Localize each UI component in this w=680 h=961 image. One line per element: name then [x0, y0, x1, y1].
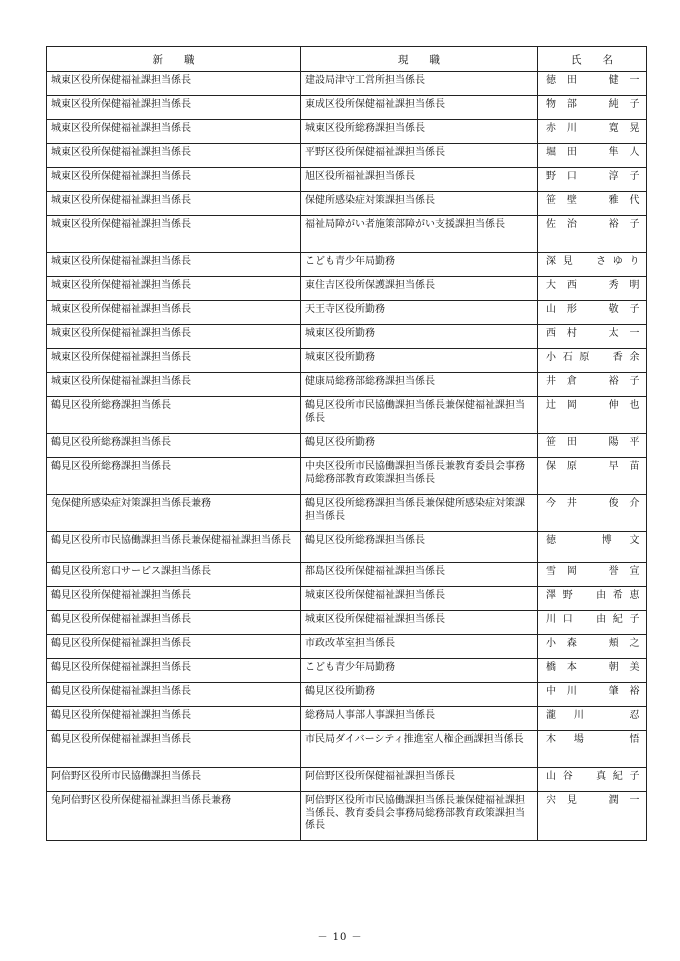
cell-name [538, 731, 647, 768]
cell-current-post-text: 天王寺区役所勤務 [305, 304, 385, 315]
cell-current-post [301, 587, 538, 611]
cell-new-post-text: 城東区役所保健福祉課担当係長 [51, 75, 191, 86]
cell-new-post-text: 鶴見区役所窓口サービス課担当係長 [51, 566, 211, 577]
table-body [47, 72, 647, 841]
cell-name-text: 深見 さゆり [546, 256, 640, 267]
cell-name-text: 山形 敬子 [546, 304, 640, 315]
cell-current-post-text: 東住吉区役所保護課担当係長 [305, 280, 435, 291]
cell-new-post [47, 72, 301, 96]
cell-new-post-text: 鶴見区役所総務課担当係長 [51, 461, 171, 472]
table-row [47, 635, 647, 659]
table-row [47, 192, 647, 216]
cell-name [538, 168, 647, 192]
cell-new-post [47, 683, 301, 707]
table-row [47, 587, 647, 611]
cell-new-post-text: 阿倍野区役所市民協働課担当係長 [51, 771, 201, 782]
cell-name-text: 佐治 裕子 [546, 219, 640, 230]
cell-new-post [47, 168, 301, 192]
table-row [47, 434, 647, 458]
cell-name-text: 今井 俊介 [546, 498, 640, 509]
table-row [47, 563, 647, 587]
cell-current-post [301, 563, 538, 587]
cell-name [538, 120, 647, 144]
table-row [47, 611, 647, 635]
cell-name-text: 橋本 朝美 [546, 662, 640, 673]
cell-name [538, 253, 647, 277]
personnel-table-sheet [46, 46, 646, 841]
cell-name-text: 笹壁 雅代 [546, 195, 640, 206]
cell-name-text: 宍見 潤一 [546, 795, 640, 806]
cell-name-text: 小石原 香余 [546, 352, 640, 363]
cell-name-text: 小森 頬之 [546, 638, 640, 649]
cell-current-post-text: 市民局ダイバーシティ推進室人権企画課担当係長 [305, 734, 524, 745]
cell-current-post-text: 鶴見区役所市民協働課担当係長兼保健福祉課担当係長 [305, 400, 525, 424]
table-row [47, 120, 647, 144]
cell-current-post-text: 建設局津守工営所担当係長 [305, 75, 425, 86]
cell-current-post [301, 349, 538, 373]
cell-current-post [301, 72, 538, 96]
cell-current-post [301, 325, 538, 349]
cell-new-post-text: 城東区役所保健福祉課担当係長 [51, 147, 191, 158]
cell-current-post-text: 市政改革室担当係長 [305, 638, 395, 649]
cell-current-post [301, 495, 538, 532]
cell-current-post [301, 216, 538, 253]
table-row [47, 168, 647, 192]
cell-current-post [301, 792, 538, 841]
cell-current-post [301, 397, 538, 434]
cell-name [538, 301, 647, 325]
cell-current-post [301, 458, 538, 495]
table-row [47, 325, 647, 349]
cell-current-post-text: 福祉局障がい者施策部障がい支援課担当係長 [305, 219, 505, 230]
table-row [47, 731, 647, 768]
table-row [47, 216, 647, 253]
cell-new-post [47, 563, 301, 587]
cell-new-post [47, 659, 301, 683]
cell-new-post [47, 349, 301, 373]
table-row [47, 495, 647, 532]
table-row [47, 397, 647, 434]
cell-name-text: 川口 由紀子 [546, 614, 640, 625]
table-row [47, 72, 647, 96]
cell-name-text: 大西 秀明 [546, 280, 640, 291]
cell-new-post-text: 城東区役所保健福祉課担当係長 [51, 195, 191, 206]
cell-new-post-text: 鶴見区役所総務課担当係長 [51, 400, 171, 411]
table-row [47, 277, 647, 301]
table-row [47, 144, 647, 168]
cell-current-post [301, 532, 538, 563]
cell-current-post-text: こども青少年局勤務 [305, 662, 395, 673]
cell-new-post [47, 792, 301, 841]
cell-new-post-text: 城東区役所保健福祉課担当係長 [51, 171, 191, 182]
cell-current-post [301, 635, 538, 659]
cell-name-text: 西村 太一 [546, 328, 640, 339]
cell-new-post [47, 532, 301, 563]
cell-new-post [47, 397, 301, 434]
cell-new-post [47, 768, 301, 792]
table-row [47, 683, 647, 707]
table-row [47, 349, 647, 373]
cell-current-post [301, 168, 538, 192]
cell-current-post-text: 東成区役所保健福祉課担当係長 [305, 99, 445, 110]
cell-new-post-text: 城東区役所保健福祉課担当係長 [51, 304, 191, 315]
cell-name-text: 保原 早苗 [546, 461, 640, 472]
cell-name-text: 木場 悟 [546, 734, 640, 745]
cell-new-post [47, 373, 301, 397]
cell-name [538, 635, 647, 659]
table-row [47, 253, 647, 277]
cell-name [538, 659, 647, 683]
cell-current-post-text: 保健所感染症対策課担当係長 [305, 195, 435, 206]
cell-current-post [301, 120, 538, 144]
header-name: 氏 名 [538, 47, 647, 72]
table-row [47, 373, 647, 397]
cell-new-post-text: 鶴見区役所保健福祉課担当係長 [51, 614, 191, 625]
cell-current-post-text: 城東区役所保健福祉課担当係長 [305, 614, 445, 625]
cell-new-post [47, 96, 301, 120]
cell-new-post [47, 434, 301, 458]
cell-current-post-text: 鶴見区役所勤務 [305, 686, 375, 697]
cell-name [538, 192, 647, 216]
header-new-post: 新 職 [47, 47, 301, 72]
cell-name [538, 683, 647, 707]
cell-name-text: 赤川 寛晃 [546, 123, 640, 134]
cell-name [538, 563, 647, 587]
cell-current-post-text: 阿倍野区役所保健福祉課担当係長 [305, 771, 455, 782]
cell-current-post-text: 健康局総務部総務課担当係長 [305, 376, 435, 387]
cell-current-post-text: 鶴見区役所総務課担当係長兼保健所感染症対策課担当係長 [305, 498, 525, 522]
cell-new-post-text: 鶴見区役所保健福祉課担当係長 [51, 686, 191, 697]
cell-new-post-text: 城東区役所保健福祉課担当係長 [51, 219, 191, 230]
cell-current-post [301, 96, 538, 120]
table-row [47, 532, 647, 563]
cell-name-text: 野口 淳子 [546, 171, 640, 182]
cell-current-post-text: 城東区役所保健福祉課担当係長 [305, 590, 445, 601]
cell-new-post [47, 120, 301, 144]
cell-current-post-text: 平野区役所保健福祉課担当係長 [305, 147, 445, 158]
cell-new-post-text: 城東区役所保健福祉課担当係長 [51, 352, 191, 363]
cell-current-post-text: 城東区役所勤務 [305, 328, 375, 339]
cell-name [538, 144, 647, 168]
cell-current-post [301, 253, 538, 277]
cell-new-post [47, 707, 301, 731]
cell-new-post [47, 216, 301, 253]
cell-name [538, 495, 647, 532]
cell-new-post-text: 鶴見区役所保健福祉課担当係長 [51, 710, 191, 721]
cell-current-post [301, 192, 538, 216]
cell-current-post-text: 総務局人事部人事課担当係長 [305, 710, 435, 721]
cell-name [538, 792, 647, 841]
cell-current-post [301, 144, 538, 168]
cell-current-post [301, 731, 538, 768]
cell-name-text: 澤野 由希恵 [546, 590, 640, 601]
cell-new-post-text: 城東区役所保健福祉課担当係長 [51, 328, 191, 339]
cell-new-post [47, 611, 301, 635]
cell-new-post-text: 鶴見区役所保健福祉課担当係長 [51, 638, 191, 649]
cell-current-post-text: 鶴見区役所勤務 [305, 437, 375, 448]
cell-new-post [47, 587, 301, 611]
table-row [47, 458, 647, 495]
cell-name [538, 434, 647, 458]
cell-new-post [47, 301, 301, 325]
cell-current-post [301, 277, 538, 301]
cell-name-text: 辻岡 伸也 [546, 400, 640, 411]
cell-name [538, 325, 647, 349]
cell-name-text: 堀田 隼人 [546, 147, 640, 158]
cell-current-post [301, 683, 538, 707]
cell-current-post [301, 707, 538, 731]
page-number: － 10 － [317, 932, 363, 943]
table-row [47, 659, 647, 683]
cell-new-post-text: 兔阿倍野区役所保健福祉課担当係長兼務 [51, 795, 231, 806]
cell-new-post-text: 城東区役所保健福祉課担当係長 [51, 280, 191, 291]
cell-name [538, 96, 647, 120]
cell-current-post-text: 都島区役所保健福祉課担当係長 [305, 566, 445, 577]
cell-name-text: 山谷 真紀子 [546, 771, 640, 782]
cell-current-post-text: 城東区役所総務課担当係長 [305, 123, 425, 134]
cell-name [538, 532, 647, 563]
cell-name-text: 瀧川 忍 [546, 710, 640, 721]
cell-name-text: 笹田 陽平 [546, 437, 640, 448]
table-row [47, 707, 647, 731]
cell-new-post-text: 鶴見区役所市民協働課担当係長兼保健福祉課担当係長 [51, 535, 291, 546]
cell-name [538, 277, 647, 301]
cell-new-post [47, 192, 301, 216]
cell-new-post-text: 鶴見区役所保健福祉課担当係長 [51, 590, 191, 601]
cell-name-text: 中川 肇裕 [546, 686, 640, 697]
cell-new-post [47, 731, 301, 768]
header-current-post: 現 職 [301, 47, 538, 72]
cell-new-post-text: 兔保健所感染症対策課担当係長兼務 [51, 498, 211, 509]
table-row [47, 96, 647, 120]
cell-new-post-text: 城東区役所保健福祉課担当係長 [51, 123, 191, 134]
cell-new-post-text: 鶴見区役所保健福祉課担当係長 [51, 734, 191, 745]
cell-new-post [47, 495, 301, 532]
cell-name [538, 611, 647, 635]
cell-name [538, 768, 647, 792]
cell-new-post-text: 城東区役所保健福祉課担当係長 [51, 256, 191, 267]
cell-current-post [301, 434, 538, 458]
cell-name-text: 雪岡 誉宣 [546, 566, 640, 577]
cell-new-post [47, 458, 301, 495]
cell-current-post-text: 阿倍野区役所市民協働課担当係長兼保健福祉課担当係長、教育委員会事務局総務部教育政策課担当係長 [305, 795, 525, 831]
cell-current-post-text: 旭区役所福祉課担当係長 [305, 171, 415, 182]
cell-name [538, 397, 647, 434]
cell-name [538, 458, 647, 495]
personnel-table [46, 46, 647, 841]
cell-new-post-text: 城東区役所保健福祉課担当係長 [51, 376, 191, 387]
cell-new-post [47, 144, 301, 168]
cell-current-post [301, 659, 538, 683]
cell-name [538, 72, 647, 96]
cell-name [538, 216, 647, 253]
cell-new-post [47, 253, 301, 277]
cell-current-post-text: 鶴見区役所総務課担当係長 [305, 535, 425, 546]
table-row [47, 301, 647, 325]
cell-new-post [47, 325, 301, 349]
table-row [47, 768, 647, 792]
cell-name [538, 373, 647, 397]
cell-name [538, 587, 647, 611]
cell-new-post-text: 鶴見区役所総務課担当係長 [51, 437, 171, 448]
cell-current-post-text: 中央区役所市民協働課担当係長兼教育委員会事務局総務部教育政策課担当係長 [305, 461, 525, 485]
cell-current-post [301, 611, 538, 635]
cell-name [538, 707, 647, 731]
cell-name [538, 349, 647, 373]
cell-new-post-text: 鶴見区役所保健福祉課担当係長 [51, 662, 191, 673]
cell-new-post-text: 城東区役所保健福祉課担当係長 [51, 99, 191, 110]
cell-new-post [47, 635, 301, 659]
cell-name-text: 徳 博文 [546, 535, 640, 546]
cell-name-text: 徳田 健一 [546, 75, 640, 86]
cell-name-text: 物部 純子 [546, 99, 640, 110]
cell-current-post [301, 301, 538, 325]
table-header-row [47, 47, 647, 72]
cell-name-text: 井倉 裕子 [546, 376, 640, 387]
cell-current-post-text: 城東区役所勤務 [305, 352, 375, 363]
cell-current-post-text: こども青少年局勤務 [305, 256, 395, 267]
cell-current-post [301, 373, 538, 397]
table-row [47, 792, 647, 841]
cell-new-post [47, 277, 301, 301]
cell-current-post [301, 768, 538, 792]
